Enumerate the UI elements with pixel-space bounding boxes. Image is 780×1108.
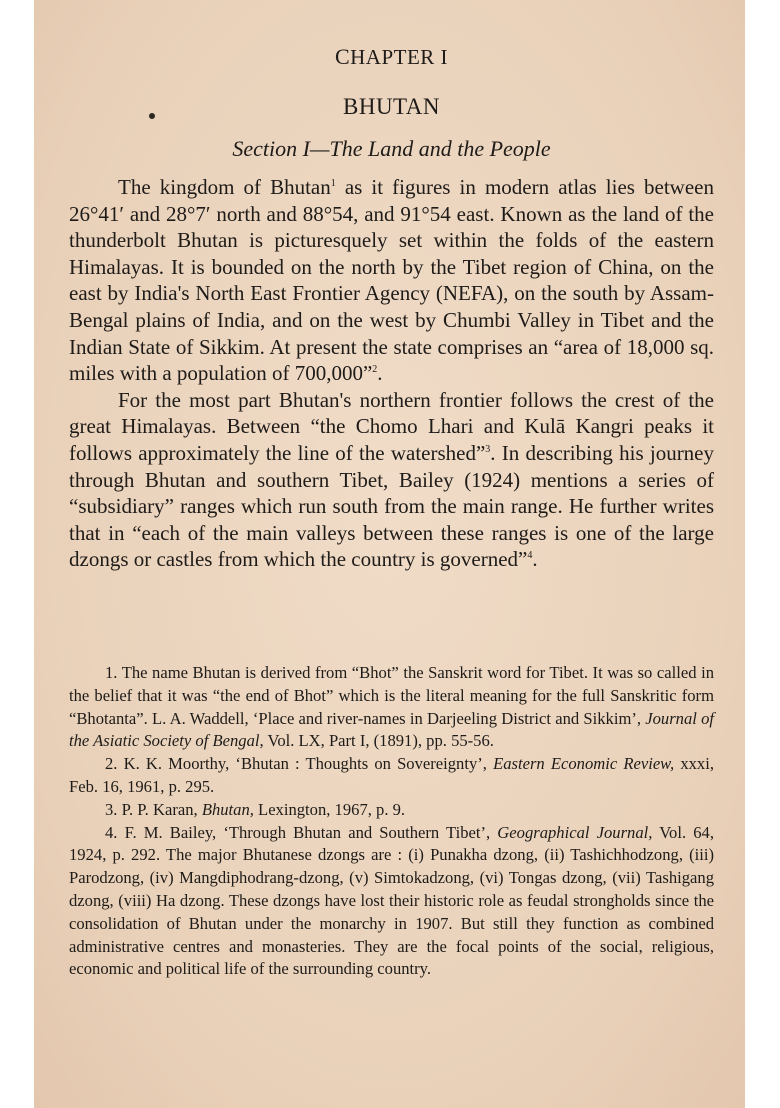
footnote-4-journal: Geographical Journal, (497, 822, 653, 842)
footnote-ref-1: 1 (330, 178, 336, 189)
footnote-3-title: Bhutan, (201, 799, 254, 819)
footnote-ref-3: 3 (485, 443, 491, 455)
footnote-1 (69, 662, 714, 753)
footnote-2-text-a: 2. K. K. Moorthy, ‘Bhutan : Thoughts on Sovereignty’, (105, 754, 494, 774)
page-title: BHUTAN (343, 94, 440, 119)
chapter-heading-initial: C (334, 44, 351, 69)
footnote-1-journal: Journal of the Asiatic Society of Bengal, (69, 708, 714, 751)
body-text (69, 174, 714, 573)
paragraph-1-text-a: The kingdom of Bhutan (118, 175, 331, 199)
footnote-2-journal: Eastern Economic Review, (493, 754, 675, 774)
paragraph-2-text-a: For the most part Bhutan's northern frontier follows the crest of the great Himalayas. Between “the Chomo Lhari and Kulā Kangri peaks it follows approximately the line of the watershed” (69, 387, 714, 465)
footnote-3-text-b: Lexington, 1967, p. 9. (253, 799, 406, 819)
paragraph-1-text-c: . (377, 361, 383, 386)
paragraph-1 (69, 174, 714, 387)
paragraph-2 (69, 387, 714, 573)
book-page (34, 0, 745, 1108)
section-heading: Section I—The Land and the People (232, 136, 551, 161)
footnote-4-text-b: Vol. 64, 1924, p. 292. The major Bhutanese dzongs are : (i) Punakha dzong, (ii) Tashichhodzong, (iii) Parodzong, (iv) Mangdiphodrang-dzong, (v) Simtokadzong, (vi) Tongas dzong, (vii) Tashigang dzong, (viii) Ha dzong. These dzongs have lost their historic role as feudal strongholds since the consolidation of Bhutan under the monarchy in 1907. But still they function as combined administrative centres and monasteries. They are the focal points of the social, religious, economic and political life of the surrounding country. (69, 822, 714, 979)
paragraph-2-text-c: . (532, 547, 538, 572)
footnote-3-text-a: 3. P. P. Karan, (105, 799, 202, 819)
paragraph-2-text-b: . In describing his journey through Bhutan and southern Tibet, Bailey (1924) mentions a series of “subsidiary” ranges which run south from the main range. He further writes that in “each of the main valleys between these ranges is one of the large dzongs or castles from which the country is governed” (69, 440, 715, 572)
footnotes (69, 662, 714, 981)
footnote-4 (69, 822, 714, 982)
footnote-2 (69, 753, 714, 799)
chapter-heading (69, 44, 714, 70)
paragraph-1-text-b: as it figures in modern atlas lies between 26°41′ and 28°7′ north and 88°54, and 91°54 east. Known as the land of the thunderbolt Bhutan is picturesquely set within the folds of the eastern Himalayas. It is bounded on the north by the Tibet region of China, on the east by India's North East Frontier Agency (NEFA), on the south by Assam-Bengal plains of India, and on the west by Chumbi Valley in Tibet and the Indian State of Sikkim. At present the state comprises an “area of 18,000 sq. miles with a population of 700,000” (69, 175, 714, 386)
footnote-4-text-a: 4. F. M. Bailey, ‘Through Bhutan and Southern Tibet’, (105, 822, 498, 842)
chapter-heading-rest: HAPTER I (350, 45, 449, 69)
footnote-ref-2: 2 (372, 364, 378, 376)
footnote-1-text-b: Vol. LX, Part I, (1891), pp. 55-56. (263, 731, 494, 751)
footnote-3 (69, 799, 714, 822)
footnote-1-text-a: 1. The name Bhutan is derived from “Bhot” the Sanskrit word for Tibet. It was so called in the belief that it was “the end of Bhot” which is the literal meaning for the full Sanskritic form “Bhotanta”. L. A. Waddell, ‘Place and river-names in Darjeeling District and Sikkim’, (69, 663, 714, 728)
footnote-2-text-b: xxxi, Feb. 16, 1961, p. 295. (69, 754, 714, 796)
footnote-ref-4: 4 (527, 550, 533, 562)
